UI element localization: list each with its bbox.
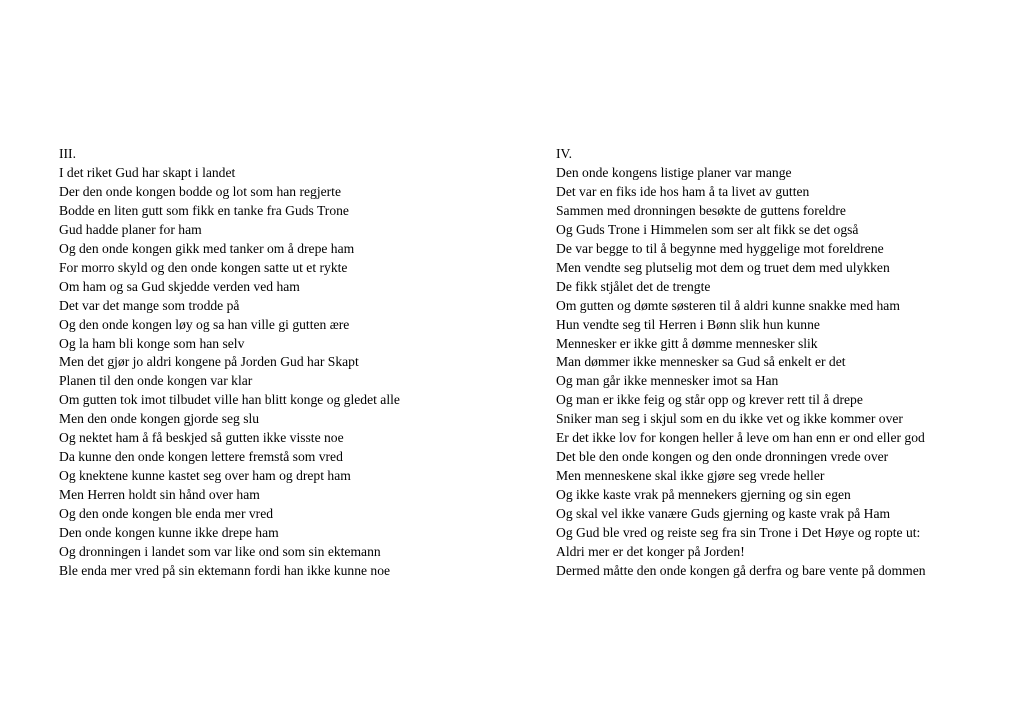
poem-line: Dermed måtte den onde kongen gå derfra og bare vente på dommen [556,562,926,578]
poem-line: Og Guds Trone i Himmelen som ser alt fikk se det også [556,221,859,237]
poem-line: Og den onde kongen ble enda mer vred [59,506,274,522]
poem-line: Og den onde kongen gikk med tanker om å drepe ham [59,240,355,256]
poem-line: Om ham og sa Gud skjedde verden ved ham [59,278,300,294]
poem-line: Ble enda mer vred på sin ektemann fordi han ikke kunne noe [59,562,391,578]
poem-line: Og la ham bli konge som han selv [59,335,245,351]
poem-line: Man dømmer ikke mennesker sa Gud så enkelt er det [556,354,846,370]
poem-line: Sammen med dronningen besøkte de guttens foreldre [556,202,846,218]
poem-line: Den onde kongens listige planer var mange [556,164,792,180]
poem-section-iv [556,145,1011,581]
poem-line: Det var en fiks ide hos ham å ta livet av gutten [556,183,810,199]
poem-line: Og Gud ble vred og reiste seg fra sin Trone i Det Høye og ropte ut: [556,525,921,541]
poem-line: Og nektet ham å få beskjed så gutten ikke visste noe [59,430,344,446]
poem-line: Om gutten og dømte søsteren til å aldri kunne snakke med ham [556,297,900,313]
poem-line: Og ikke kaste vrak på mennekers gjerning og sin egen [556,487,851,503]
poem-line: Mennesker er ikke gitt å dømme mennesker slik [556,335,818,351]
poem-line: Om gutten tok imot tilbudet ville han blitt konge og gledet alle [59,392,400,408]
poem-line: Men Herren holdt sin hånd over ham [59,487,260,503]
poem-line: Men vendte seg plutselig mot dem og truet dem med ulykken [556,259,890,275]
poem-line: De fikk stjålet det de trengte [556,278,711,294]
poem-line: De var begge to til å begynne med hyggelige mot foreldrene [556,240,884,256]
poem-line: Og dronningen i landet som var like ond som sin ektemann [59,544,381,560]
poem-line: Aldri mer er det konger på Jorden! [556,544,745,560]
poem-section-iii [59,145,529,581]
poem-line: For morro skyld og den onde kongen satte ut et rykte [59,259,348,275]
poem-line: Og man går ikke mennesker imot sa Han [556,373,779,389]
poem-line: Er det ikke lov for kongen heller å leve om han enn er ond eller god [556,430,925,446]
poem-line: Den onde kongen kunne ikke drepe ham [59,525,279,541]
poem-line: Og skal vel ikke vanære Guds gjerning og kaste vrak på Ham [556,506,891,522]
poem-line: Bodde en liten gutt som fikk en tanke fra Guds Trone [59,202,349,218]
poem-line: Hun vendte seg til Herren i Bønn slik hun kunne [556,316,820,332]
poem-line: Og den onde kongen løy og sa han ville gi gutten ære [59,316,350,332]
poem-line: Gud hadde planer for ham [59,221,202,237]
poem-line: Der den onde kongen bodde og lot som han regjerte [59,183,341,199]
poem-line: Men det gjør jo aldri kongene på Jorden Gud har Skapt [59,354,359,370]
poem-line: Sniker man seg i skjul som en du ikke vet og ikke kommer over [556,411,903,427]
poem-line: Det var det mange som trodde på [59,297,240,313]
poem-line: I det riket Gud har skapt i landet [59,164,236,180]
poem-line: Det ble den onde kongen og den onde dronningen vrede over [556,449,889,465]
poem-line: Og knektene kunne kastet seg over ham og drept ham [59,468,351,484]
section-heading: IV. [556,146,572,161]
poem-line: Men menneskene skal ikke gjøre seg vrede heller [556,468,825,484]
poem-line: Planen til den onde kongen var klar [59,373,253,389]
section-heading: III. [59,146,76,161]
poem-line: Da kunne den onde kongen lettere fremstå som vred [59,449,343,465]
poem-line: Og man er ikke feig og står opp og krever rett til å drepe [556,392,863,408]
poem-line: Men den onde kongen gjorde seg slu [59,411,260,427]
